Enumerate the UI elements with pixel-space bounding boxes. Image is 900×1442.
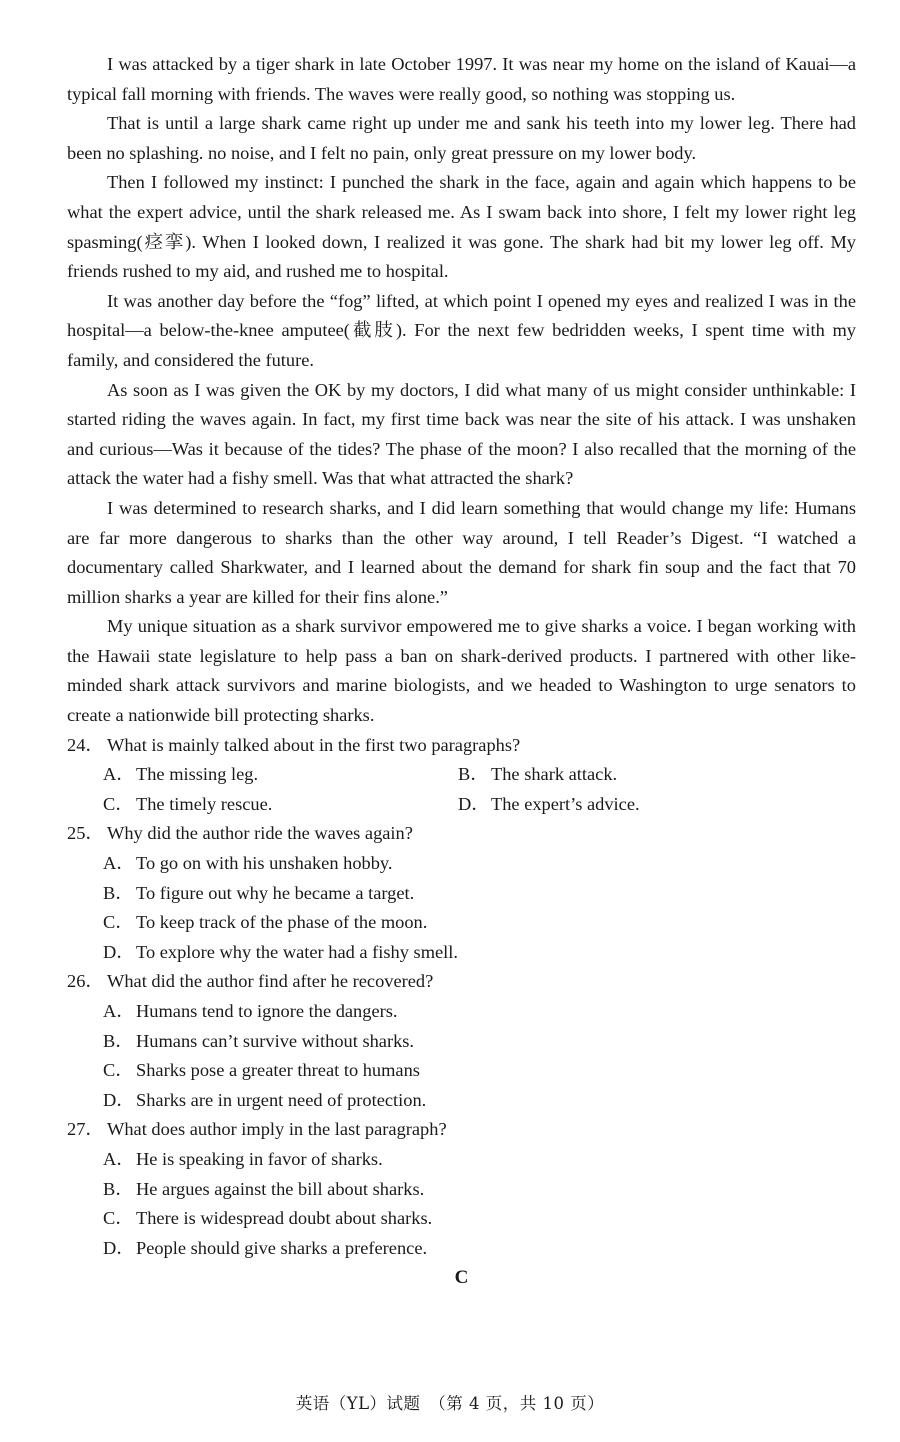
question-stem	[67, 1115, 856, 1145]
option-text: Sharks are in urgent need of protection.	[136, 1089, 427, 1110]
question-text: Why did the author ride the waves again?	[107, 823, 413, 844]
option-text: To go on with his unshaken hobby.	[136, 853, 393, 874]
option-text: There is widespread doubt about sharks.	[136, 1208, 433, 1229]
reading-passage	[67, 50, 856, 731]
option-c[interactable]	[103, 908, 856, 938]
passage-paragraph: Then I followed my instinct: I punched the shark in the face, again and again which happens to be what the expert advice, until the shark released me. As I swam back into shore, I felt my lower right leg spasming(痉挛). When I looked down, I realized it was gone. The shark had bit my lower leg off. My friends rushed to my aid, and rushed me to hospital.	[67, 172, 856, 282]
option-a[interactable]	[103, 760, 458, 790]
option-text: Humans can’t survive without sharks.	[136, 1030, 415, 1051]
page-footer: 英语（YL）试题 （第 4 页，共 10 页）	[295, 1394, 605, 1413]
question-stem	[67, 967, 856, 997]
option-letter: C．	[103, 793, 134, 814]
exam-page-content	[67, 50, 856, 1293]
section-heading: C	[454, 1267, 469, 1289]
answer-options	[67, 1145, 856, 1263]
question-27	[67, 1115, 856, 1263]
option-text: The expert’s advice.	[491, 793, 640, 814]
option-c[interactable]	[103, 1056, 856, 1086]
option-letter: B．	[103, 882, 134, 903]
option-d[interactable]	[103, 938, 856, 968]
option-letter: B．	[103, 1030, 134, 1051]
passage-paragraph: As soon as I was given the OK by my doctors, I did what many of us might consider unthinkable: I started riding the waves again. In fact, my first time back was near the site of his attack. I was unshaken and curious—Was it because of the tides? The phase of the moon? I also recalled that the morning of the attack the water had a fishy smell. Was that what attracted the shark?	[67, 379, 856, 489]
question-number: 25．	[67, 823, 104, 844]
passage-paragraph: I was attacked by a tiger shark in late October 1997. It was near my home on the island of Kauai—a typical fall morning with friends. The waves were really good, so nothing was stopping us.	[67, 54, 856, 104]
question-25	[67, 819, 856, 967]
answer-options	[67, 997, 856, 1115]
option-letter: C．	[103, 1208, 134, 1229]
question-number: 27．	[67, 1119, 104, 1140]
question-text: What did the author find after he recovered?	[107, 971, 434, 992]
option-letter: D．	[103, 1089, 135, 1110]
question-24	[67, 731, 856, 820]
option-text: The timely rescue.	[136, 793, 273, 814]
passage-paragraph: I was determined to research sharks, and I did learn something that would change my life: Humans are far more dangerous to sharks than the other way around, I tell Reader’s Digest. “I watched a documentary called Sharkwater, and I learned about the demand for shark fin soup and the fact that 70 million sharks a year are killed for their fins alone.”	[67, 497, 856, 607]
question-number: 24．	[67, 734, 104, 755]
option-letter: B．	[103, 1178, 134, 1199]
option-text: People should give sharks a preference.	[136, 1237, 428, 1258]
option-c[interactable]	[103, 790, 458, 820]
option-text: Sharks pose a greater threat to humans	[136, 1060, 420, 1081]
option-c[interactable]	[103, 1204, 856, 1234]
option-letter: A．	[103, 1001, 135, 1021]
question-stem	[67, 819, 856, 849]
question-text: What does author imply in the last paragraph?	[107, 1119, 447, 1140]
option-a[interactable]	[103, 849, 856, 879]
option-text: The missing leg.	[136, 764, 259, 785]
option-text: To keep track of the phase of the moon.	[136, 912, 428, 933]
passage-paragraph: That is until a large shark came right up under me and sank his teeth into my lower leg. There had been no splashing. no noise, and I felt no pain, only great pressure on my lower body.	[67, 113, 856, 163]
passage-paragraph: It was another day before the “fog” lifted, at which point I opened my eyes and realized I was in the hospital—a below-the-knee amputee(截肢). For the next few bedridden weeks, I spent time with my family, and considered the future.	[67, 290, 856, 370]
option-a[interactable]	[103, 1145, 856, 1175]
option-letter: B．	[458, 764, 489, 785]
option-letter: C．	[103, 1060, 134, 1081]
answer-options	[67, 760, 856, 819]
passage-paragraph: My unique situation as a shark survivor empowered me to give sharks a voice. I began working with the Hawaii state legislature to help pass a ban on shark-derived products. I partnered with other like-minded shark attack survivors and marine biologists, and we headed to Washington to urge senators to create a nationwide bill protecting sharks.	[67, 616, 856, 726]
option-letter: D．	[458, 793, 490, 814]
option-letter: A．	[103, 1148, 135, 1169]
option-letter: D．	[103, 1237, 135, 1258]
question-number: 26．	[67, 971, 104, 992]
option-text: Humans tend to ignore the dangers.	[136, 1001, 398, 1021]
option-a[interactable]	[103, 997, 856, 1027]
option-text: He is speaking in favor of sharks.	[136, 1148, 383, 1169]
option-text: To figure out why he became a target.	[136, 882, 415, 903]
option-d[interactable]	[103, 1234, 856, 1264]
option-b[interactable]	[103, 879, 856, 909]
option-letter: C．	[103, 912, 134, 933]
option-b[interactable]	[103, 1027, 856, 1057]
option-letter: D．	[103, 941, 135, 962]
question-stem	[67, 731, 856, 761]
option-d[interactable]	[103, 1086, 856, 1116]
option-d[interactable]	[458, 790, 813, 820]
option-b[interactable]	[103, 1175, 856, 1205]
option-text: To explore why the water had a fishy smell.	[136, 941, 458, 962]
option-letter: A．	[103, 764, 135, 785]
question-26	[67, 967, 856, 1115]
option-b[interactable]	[458, 760, 813, 790]
option-text: He argues against the bill about sharks.	[136, 1178, 425, 1199]
answer-options	[67, 849, 856, 967]
question-text: What is mainly talked about in the first two paragraphs?	[107, 734, 521, 755]
option-letter: A．	[103, 853, 135, 874]
option-text: The shark attack.	[491, 764, 618, 785]
